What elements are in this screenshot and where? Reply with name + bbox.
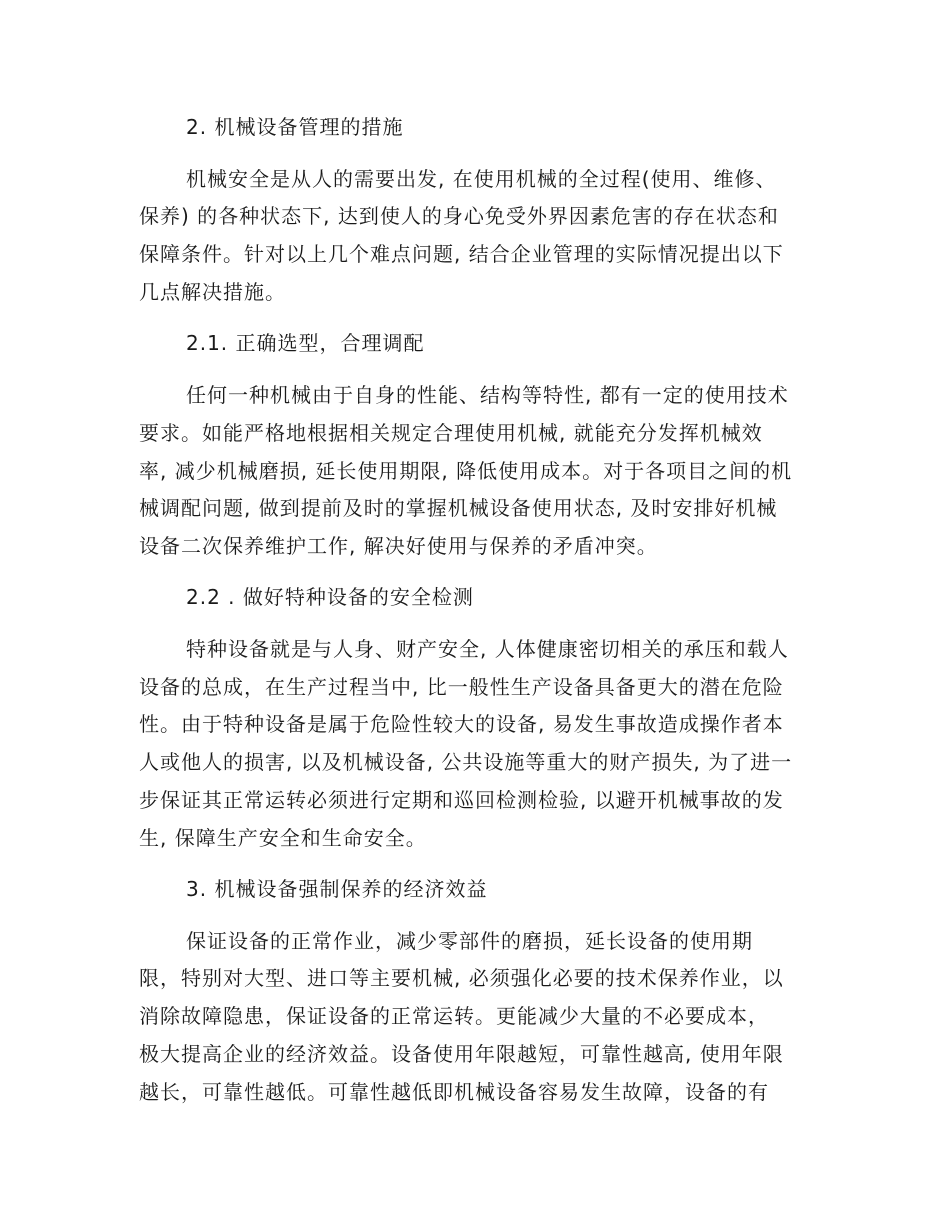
paragraph-line: 设备的总成，在生产过程当中, 比一般性生产设备具备更大的潜在危险 xyxy=(139,675,784,699)
heading-2-1: 2.1. 正确选型，合理调配 xyxy=(186,331,425,355)
paragraph-line: 保障条件。针对以上几个难点问题, 结合企业管理的实际情况提出以下 xyxy=(139,242,784,266)
paragraph-line: 率, 减少机械磨损, 延长使用期限, 降低使用成本。对于各项目之间的机 xyxy=(139,459,793,483)
paragraph-line: 械调配问题, 做到提前及时的掌握机械设备使用状态, 及时安排好机械 xyxy=(139,496,778,520)
paragraph-line: 保养) 的各种状态下, 达到使人的身心免受外界因素危害的存在状态和 xyxy=(139,204,779,228)
heading-2: 2. 机械设备管理的措施 xyxy=(186,115,404,139)
heading-3: 3. 机械设备强制保养的经济效益 xyxy=(186,877,488,901)
paragraph-line: 保证设备的正常作业，减少零部件的磨损，延长设备的使用期 xyxy=(186,929,753,953)
paragraph-line: 步保证其正常运转必须进行定期和巡回检测检验, 以避开机械事故的发 xyxy=(139,788,784,812)
paragraph-line: 设备二次保养维护工作, 解决好使用与保养的矛盾冲突。 xyxy=(139,534,658,558)
paragraph-line: 极大提高企业的经济效益。设备使用年限越短，可靠性越高, 使用年限 xyxy=(139,1042,784,1066)
paragraph-line: 特种设备就是与人身、财产安全, 人体健康密切相关的承压和载人 xyxy=(186,637,789,661)
paragraph-line: 要求。如能严格地根据相关规定合理使用机械, 就能充分发挥机械效 xyxy=(139,421,763,445)
paragraph-line: 性。由于特种设备是属于危险性较大的设备, 易发生事故造成操作者本 xyxy=(139,712,784,736)
paragraph-line: 任何一种机械由于自身的性能、结构等特性, 都有一定的使用技术 xyxy=(186,383,789,407)
heading-2-2: 2.2 . 做好特种设备的安全检测 xyxy=(186,585,474,609)
paragraph-line: 生, 保障生产安全和生命安全。 xyxy=(139,826,427,850)
paragraph-line: 人或他人的损害, 以及机械设备, 公共设施等重大的财产损失, 为了进一 xyxy=(139,750,793,774)
paragraph-line: 限，特别对大型、进口等主要机械, 必须强化必要的技术保养作业，以 xyxy=(139,966,784,990)
paragraph-line: 几点解决措施。 xyxy=(139,280,286,304)
paragraph-line: 越长，可靠性越低。可靠性越低即机械设备容易发生故障，设备的有 xyxy=(139,1080,769,1104)
paragraph-line: 消除故障隐患，保证设备的正常运转。更能减少大量的不必要成本， xyxy=(139,1004,769,1028)
paragraph-line: 机械安全是从人的需要出发, 在使用机械的全过程(使用、维修、 xyxy=(186,167,777,191)
